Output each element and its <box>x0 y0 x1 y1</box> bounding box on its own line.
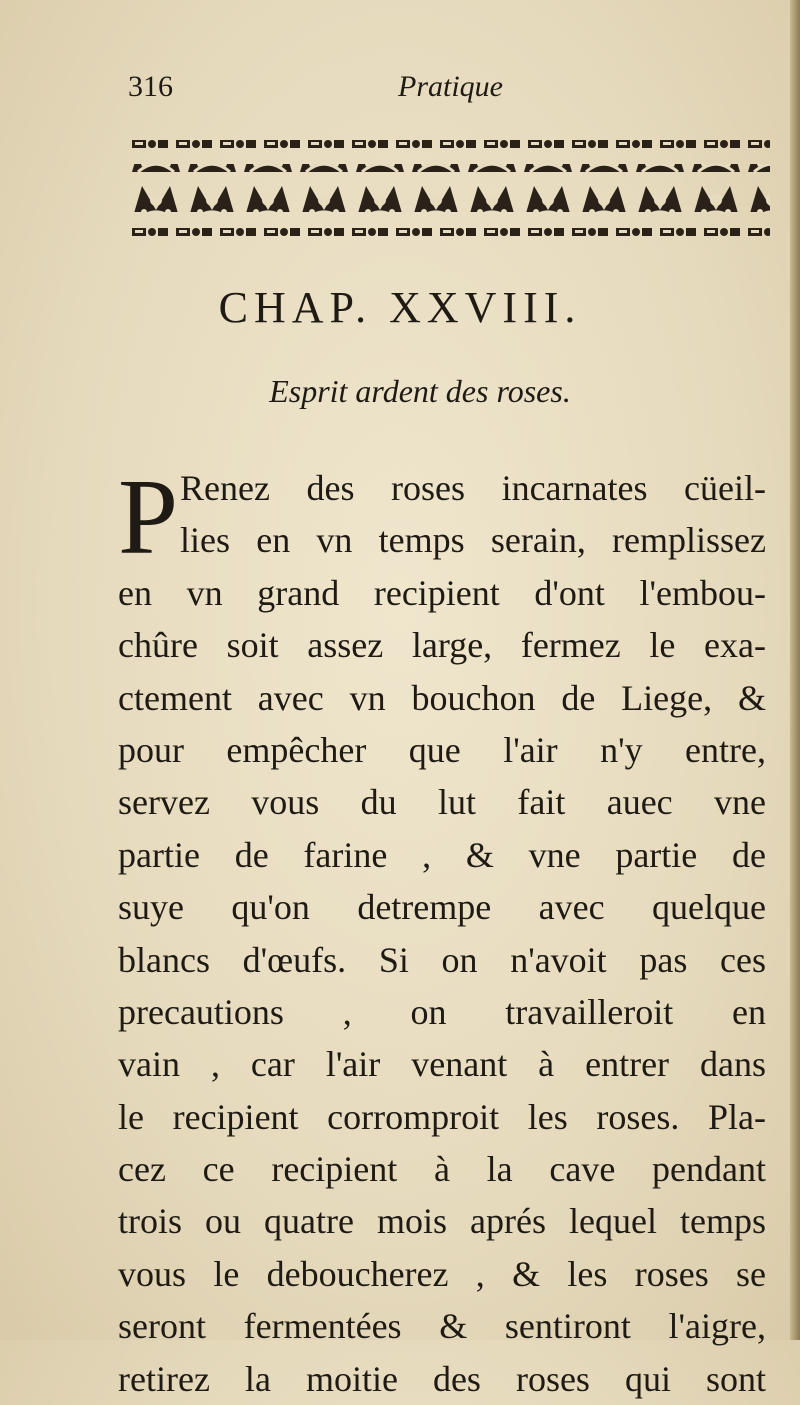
text-line: le recipient corromproit les roses. Pla- <box>118 1096 766 1137</box>
text-line: partie de farine , & vne partie de <box>118 834 766 875</box>
running-header <box>118 70 758 110</box>
body-text <box>118 458 766 1405</box>
page-edge <box>790 0 800 1340</box>
running-title: Pratique <box>398 70 503 103</box>
chapter-heading: CHAP. XXVIII. <box>218 283 582 332</box>
text-line: pour empêcher que l'air n'y entre, <box>118 729 766 770</box>
text-line: seront fermentées & sentiront l'aigre, <box>118 1306 766 1347</box>
text-line: ctement avec vn bouchon de Liege, & <box>118 677 766 718</box>
text-line: Renez des roses incarnates cüeil- <box>180 468 766 508</box>
text-line: retirez la moitie des roses qui sont <box>118 1358 766 1399</box>
drop-cap: P <box>118 458 179 577</box>
decorative-ornament-band <box>128 132 770 242</box>
text-line: servez vous du lut fait auec vne <box>118 782 766 823</box>
text-line: en vn grand recipient d'ont l'embou- <box>118 572 766 613</box>
text-line: suye qu'on detrempe avec quelque <box>118 887 766 928</box>
text-line: trois ou quatre mois aprés lequel temps <box>118 1201 766 1242</box>
text-line: vous le deboucherez , & les roses se <box>118 1253 766 1294</box>
text-line: precautions , on travailleroit en <box>118 991 766 1032</box>
text-line: lies en vn temps serain, remplissez <box>180 520 766 561</box>
text-line: cez ce recipient à la cave pendant <box>118 1149 766 1190</box>
text-line: chûre soit assez large, fermez le exa- <box>118 625 766 666</box>
text-line: vain , car l'air venant à entrer dans <box>118 1044 766 1085</box>
page-number: 316 <box>128 70 173 103</box>
text-line: blancs d'œufs. Si on n'avoit pas ces <box>118 939 766 980</box>
chapter-subtitle: Esprit ardent des roses. <box>269 373 571 409</box>
